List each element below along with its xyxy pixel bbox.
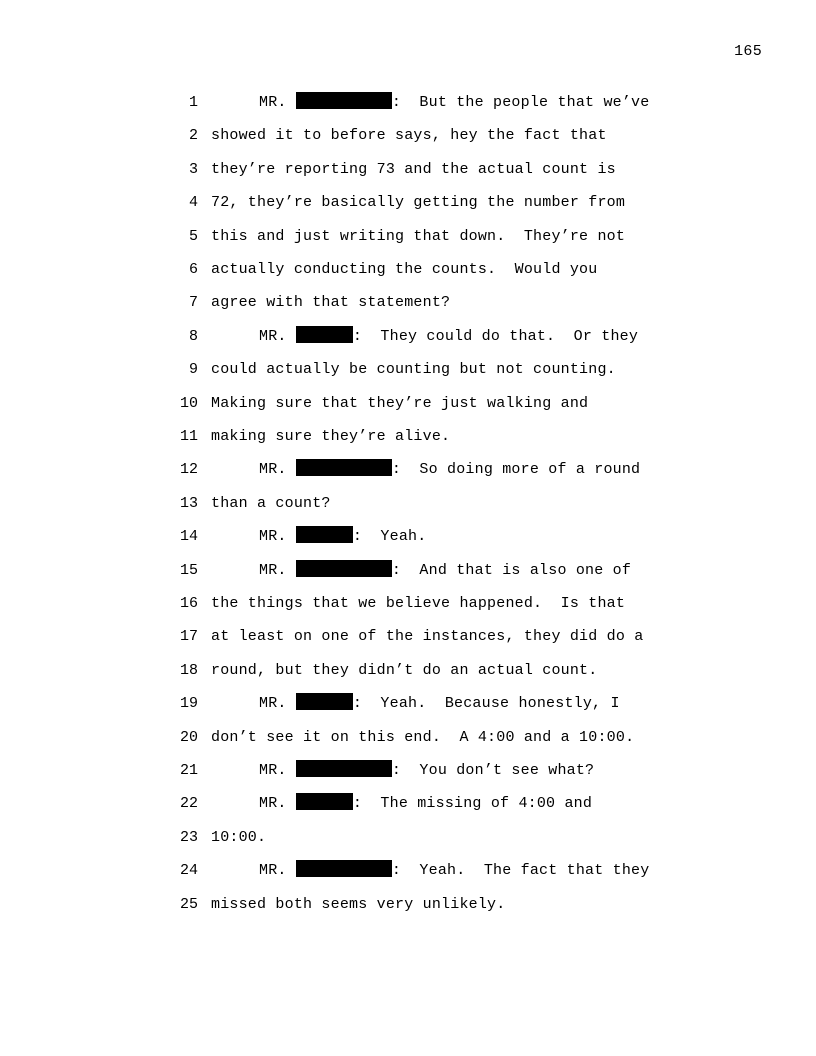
line-text bbox=[211, 458, 640, 482]
redaction-box bbox=[296, 760, 392, 777]
line-text bbox=[211, 692, 620, 716]
speaker-label: MR. bbox=[259, 762, 287, 779]
line-number: 11 bbox=[179, 428, 198, 445]
line-text bbox=[211, 759, 594, 783]
speaker-label: MR. bbox=[259, 561, 287, 579]
speaker-label: MR. bbox=[259, 461, 287, 479]
spoken-text: : So doing more of a round bbox=[391, 461, 641, 479]
spoken-text: making sure they’re alive. bbox=[211, 428, 451, 445]
line-number: 10 bbox=[179, 394, 198, 412]
line-number: 2 bbox=[188, 127, 198, 145]
redaction-box bbox=[296, 459, 392, 476]
speaker-label: MR. bbox=[259, 94, 287, 111]
spoken-text: at least on one of the instances, they did do a bbox=[211, 628, 644, 646]
redaction-box bbox=[296, 326, 353, 343]
speaker-label: MR. bbox=[259, 795, 287, 813]
spoken-text: : But the people that we’ve bbox=[391, 94, 650, 111]
spoken-text: could actually be counting but not counting. bbox=[211, 361, 616, 379]
line-text bbox=[211, 893, 505, 917]
line-text bbox=[211, 559, 631, 583]
spoken-text: 10:00. bbox=[211, 828, 267, 846]
line-text bbox=[211, 525, 426, 549]
line-number: 4 bbox=[188, 194, 198, 212]
line-text bbox=[211, 225, 625, 249]
line-text bbox=[211, 325, 638, 349]
spoken-text: : The missing of 4:00 and bbox=[352, 795, 593, 813]
line-number: 13 bbox=[179, 494, 198, 512]
spoken-text: : Yeah. Because honestly, I bbox=[352, 695, 620, 713]
line-number: 20 bbox=[179, 728, 198, 746]
line-number: 22 bbox=[179, 795, 198, 813]
spoken-text: : They could do that. Or they bbox=[352, 327, 639, 345]
line-number: 18 bbox=[179, 661, 198, 679]
line-number: 21 bbox=[179, 762, 198, 779]
redaction-box bbox=[296, 793, 353, 810]
redaction-box bbox=[296, 693, 353, 710]
line-text bbox=[211, 592, 625, 616]
line-text bbox=[211, 859, 649, 883]
line-number: 24 bbox=[179, 862, 198, 880]
line-number: 16 bbox=[179, 595, 198, 612]
spoken-text: round, but they didn’t do an actual count. bbox=[211, 661, 598, 679]
line-text bbox=[211, 659, 597, 683]
redaction-box bbox=[296, 92, 392, 109]
line-number: 12 bbox=[179, 461, 198, 479]
line-number: 14 bbox=[179, 528, 198, 546]
line-text bbox=[211, 358, 616, 382]
spoken-text: actually conducting the counts. Would you bbox=[211, 261, 598, 278]
line-number: 8 bbox=[188, 327, 198, 345]
line-number: 23 bbox=[179, 828, 198, 846]
line-number: 17 bbox=[179, 628, 198, 646]
spoken-text: showed it to before says, hey the fact that bbox=[211, 127, 607, 145]
spoken-text: Making sure that they’re just walking and bbox=[211, 394, 589, 412]
line-number: 19 bbox=[179, 695, 198, 713]
line-text bbox=[211, 826, 266, 850]
speaker-label: MR. bbox=[259, 695, 287, 713]
line-text bbox=[211, 158, 616, 182]
speaker-label: MR. bbox=[259, 327, 287, 345]
speaker-label: MR. bbox=[259, 528, 287, 546]
spoken-text: missed both seems very unlikely. bbox=[211, 895, 506, 913]
spoken-text: than a count? bbox=[211, 494, 331, 512]
line-text bbox=[211, 425, 450, 449]
spoken-text: : You don’t see what? bbox=[391, 762, 595, 779]
spoken-text: : Yeah. The fact that they bbox=[391, 862, 650, 880]
line-text bbox=[211, 191, 625, 215]
redaction-box bbox=[296, 860, 392, 877]
spoken-text: : Yeah. bbox=[352, 528, 427, 546]
line-text bbox=[211, 792, 592, 816]
line-number: 6 bbox=[188, 261, 198, 278]
line-number: 9 bbox=[188, 361, 198, 379]
spoken-text: this and just writing that down. They’re not bbox=[211, 227, 626, 245]
redaction-box bbox=[296, 560, 392, 577]
line-text bbox=[211, 625, 643, 649]
redaction-box bbox=[296, 526, 353, 543]
spoken-text: don’t see it on this end. A 4:00 and a 10:00. bbox=[211, 728, 635, 746]
line-text bbox=[211, 392, 588, 416]
spoken-text: they’re reporting 73 and the actual count is bbox=[211, 160, 616, 178]
line-text bbox=[211, 726, 634, 750]
spoken-text: agree with that statement? bbox=[211, 294, 451, 312]
spoken-text: : And that is also one of bbox=[391, 561, 632, 579]
line-number: 3 bbox=[188, 160, 198, 178]
spoken-text: 72, they’re basically getting the number from bbox=[211, 194, 626, 212]
line-text bbox=[211, 124, 607, 148]
spoken-text: the things that we believe happened. Is that bbox=[211, 595, 626, 612]
line-number: 25 bbox=[179, 895, 198, 913]
line-text bbox=[211, 258, 597, 282]
line-number: 5 bbox=[188, 227, 198, 245]
line-text bbox=[211, 291, 450, 315]
line-number: 7 bbox=[188, 294, 198, 312]
line-text bbox=[211, 91, 649, 115]
line-number: 15 bbox=[179, 561, 198, 579]
speaker-label: MR. bbox=[259, 862, 287, 880]
line-number: 1 bbox=[188, 94, 198, 111]
page-number: 165 bbox=[734, 43, 762, 60]
line-text bbox=[211, 492, 331, 516]
